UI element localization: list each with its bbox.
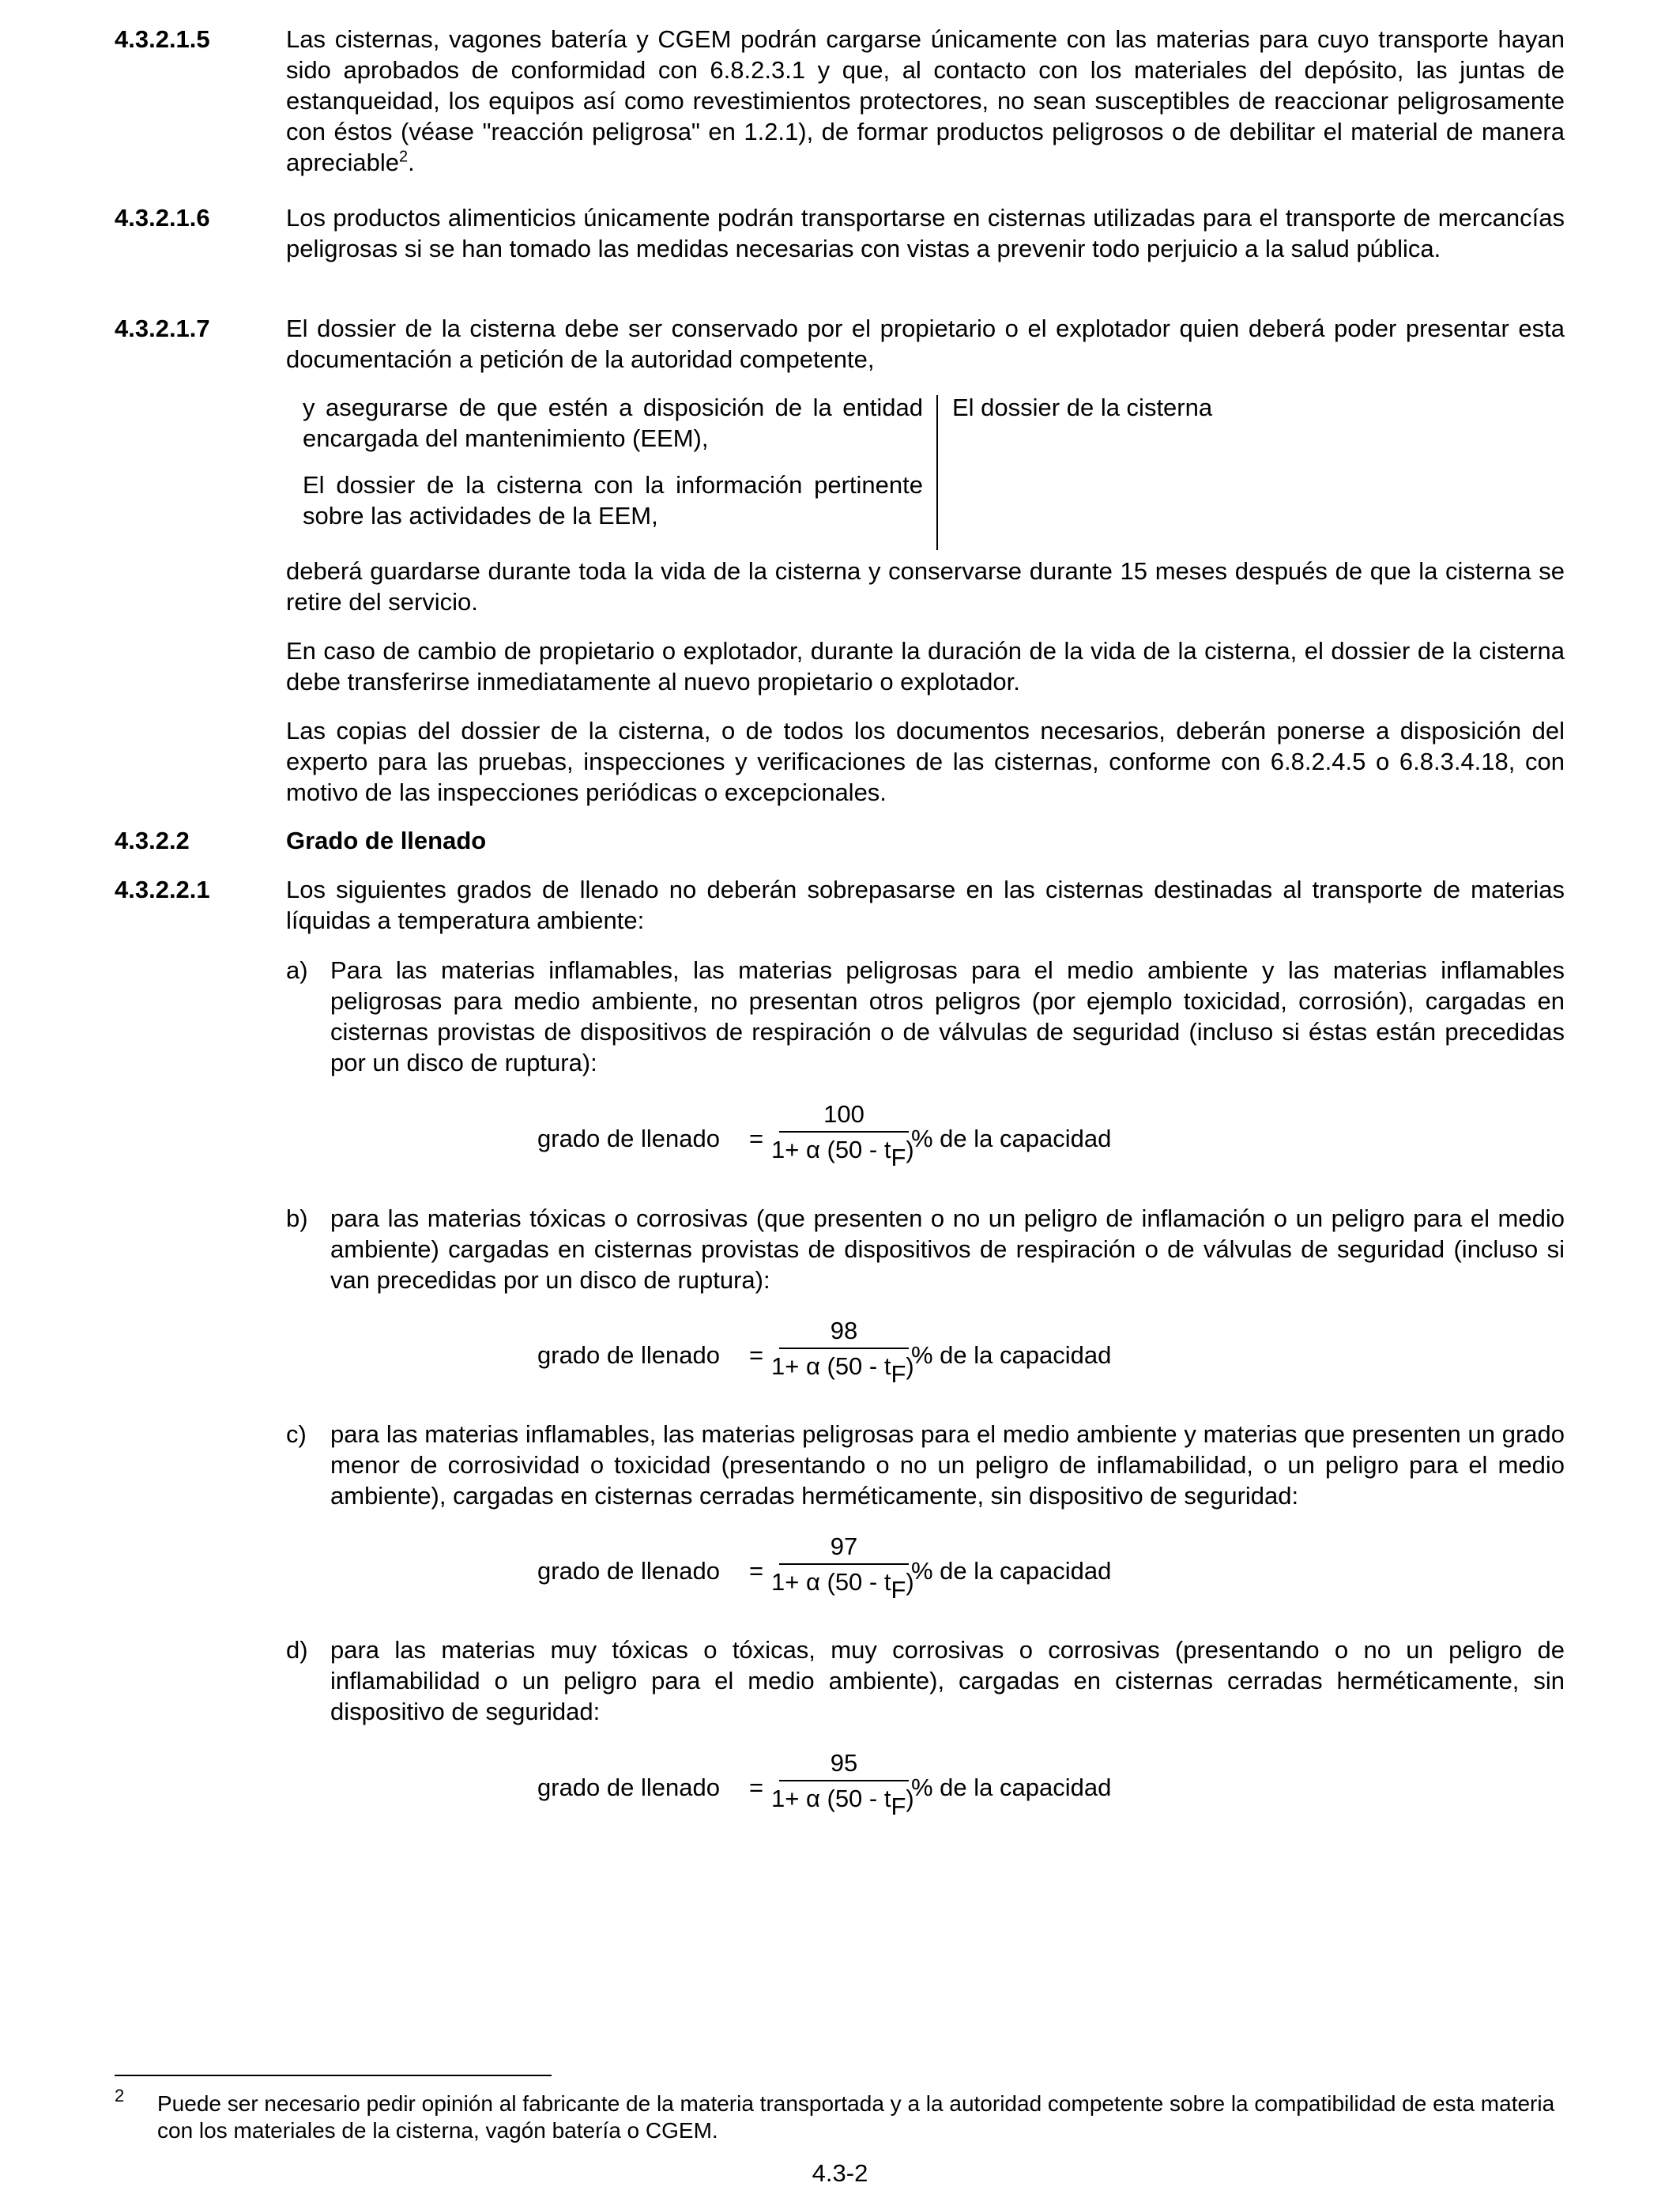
- section-4-3-2-1-7: [115, 313, 1565, 375]
- formula-equals: =: [749, 1774, 764, 1801]
- denominator-sub: F: [891, 1144, 906, 1171]
- fraction-line: [779, 1780, 909, 1781]
- section-number: 4.3.2.1.6: [115, 204, 210, 232]
- section-4-3-2-1-7-para-1: [115, 556, 1565, 617]
- denominator-sub: F: [891, 1576, 906, 1604]
- formula-b: [537, 1315, 1170, 1402]
- bracket-left: [303, 392, 923, 547]
- dossier-bracket: [300, 392, 1565, 554]
- formula-equals: =: [749, 1341, 764, 1369]
- denominator-main: 1+ α (50 - t: [771, 1568, 891, 1596]
- denominator-sub: F: [891, 1793, 906, 1820]
- fraction-line: [779, 1348, 909, 1349]
- formula-denominator: [771, 1566, 914, 1604]
- formula-denominator: [771, 1134, 914, 1171]
- list-label: a): [286, 956, 308, 984]
- formula-numerator: 100: [823, 1100, 864, 1128]
- formula-lhs: grado de llenado: [537, 1557, 720, 1585]
- denominator-close: ): [906, 1785, 914, 1812]
- formula-rhs: % de la capacidad: [911, 1557, 1112, 1585]
- section-number: 4.3.2.1.7: [115, 315, 210, 342]
- footnote-separator: [115, 2075, 552, 2076]
- denominator-main: 1+ α (50 - t: [771, 1352, 891, 1380]
- formula-d: [537, 1747, 1170, 1834]
- denominator-close: ): [906, 1352, 914, 1380]
- formula-c: [537, 1531, 1170, 1618]
- bracket-right: El dossier de la cisterna: [952, 394, 1213, 421]
- footnote-number: 2: [115, 2086, 125, 2105]
- list-text: para las materias muy tóxicas o tóxicas, muy corrosivas o corrosivas (presentando o no un peligro de inflamabilidad o un peligro para el medio ambiente), cargadas en cisternas cerradas herméticamente, sin dispositivo de seguridad:: [330, 1636, 1565, 1725]
- section-number: 4.3.2.2: [115, 827, 190, 854]
- formula-denominator: [771, 1351, 914, 1388]
- formula-lhs: grado de llenado: [537, 1125, 720, 1152]
- paragraph: deberá guardarse durante toda la vida de la cisterna y conservarse durante 15 meses después de que la cisterna se retire del servicio.: [286, 557, 1565, 616]
- section-text: [286, 24, 1565, 178]
- formula-numerator: 97: [830, 1532, 858, 1560]
- fraction-line: [779, 1131, 909, 1133]
- denominator-main: 1+ α (50 - t: [771, 1785, 891, 1812]
- footnote: [115, 2086, 1565, 2144]
- paragraph: Las copias del dossier de la cisterna, o de todos los documentos necesarios, deberán ponerse a disposición del experto para las pruebas, inspecciones y verificaciones de las cisternas, conforme con 6.8.2.4.5 o 6.8.3.4.18, con motivo de las inspecciones periódicas o excepcionales.: [286, 717, 1565, 806]
- formula-lhs: grado de llenado: [537, 1341, 720, 1369]
- list-label: b): [286, 1204, 308, 1232]
- formula-equals: =: [749, 1125, 764, 1152]
- denominator-close: ): [906, 1568, 914, 1596]
- section-4-3-2-1-7-para-2: [115, 635, 1565, 697]
- section-4-3-2-2: [115, 825, 1565, 856]
- list-item-c: [286, 1419, 1565, 1511]
- section-text-end: .: [408, 149, 415, 176]
- denominator-sub: F: [891, 1360, 906, 1388]
- footnote-text: Puede ser necesario pedir opinión al fabricante de la materia transportada y a la autoridad competente sobre la compatibilidad de esta materia con los materiales de la cisterna, vagón batería o CGEM.: [157, 2091, 1555, 2143]
- formula-numerator: 95: [830, 1749, 858, 1777]
- section-text: Los productos alimenticios únicamente podrán transportarse en cisternas utilizadas para el transporte de mercancías peligrosas si se han tomado las medidas necesarias con vistas a prevenir todo perjuicio a la salud pública.: [286, 204, 1565, 262]
- section-4-3-2-1-7-para-3: [115, 715, 1565, 808]
- formula-equals: =: [749, 1557, 764, 1585]
- section-4-3-2-1-5: [115, 24, 1565, 178]
- formula-rhs: % de la capacidad: [911, 1341, 1112, 1369]
- formula-a: [537, 1099, 1170, 1186]
- section-intro: Los siguientes grados de llenado no deberán sobrepasarse en las cisternas destinadas al transporte de materias líquidas a temperatura ambiente:: [286, 876, 1565, 934]
- bracket-left-item: El dossier de la cisterna con la información pertinente sobre las actividades de la EEM,: [303, 471, 923, 530]
- formula-lhs: grado de llenado: [537, 1774, 720, 1801]
- section-4-3-2-2-1: [115, 874, 1565, 936]
- list-label: c): [286, 1420, 307, 1448]
- list-text: para las materias tóxicas o corrosivas (que presenten o no un peligro de inflamación o un peligro para el medio ambiente) cargadas en cisternas provistas de dispositivos de respiración o de válvulas de seguridad (incluso si van precedidas por un disco de ruptura):: [330, 1204, 1565, 1294]
- list-text: para las materias inflamables, las materias peligrosas para el medio ambiente y materias que presenten un grado menor de corrosividad o toxicidad (presentando o no un peligro de inflamabilidad, o un peligro para el medio ambiente), cargadas en cisternas cerradas herméticamente, sin dispositivo de seguridad:: [330, 1420, 1565, 1510]
- bracket-line: [936, 395, 938, 550]
- formula-rhs: % de la capacidad: [911, 1774, 1112, 1801]
- page-number: 4.3-2: [812, 2159, 868, 2187]
- section-number: 4.3.2.1.5: [115, 25, 210, 53]
- bracket-left-item: y asegurarse de que estén a disposición de la entidad encargada del mantenimiento (EEM),: [303, 394, 923, 452]
- denominator-close: ): [906, 1136, 914, 1163]
- section-intro: El dossier de la cisterna debe ser conservado por el propietario o el explotador quien deberá poder presentar esta documentación a petición de la autoridad competente,: [286, 315, 1565, 373]
- section-text-main: Las cisternas, vagones batería y CGEM podrán cargarse únicamente con las materias para cuyo transporte hayan sido aprobados de conformidad con 6.8.2.3.1 y que, al contacto con los materiales del depósito, las juntas de estanqueidad, los equipos así como revestimientos protectores, no sean susceptibles de reaccionar peligrosamente con éstos (véase "reacción peligrosa" en 1.2.1), de formar productos peligrosos o de debilitar el material de manera apreciable: [286, 25, 1565, 176]
- list-item-d: [286, 1634, 1565, 1727]
- section-4-3-2-1-6: [115, 202, 1565, 264]
- fraction-line: [779, 1563, 909, 1565]
- formula-rhs: % de la capacidad: [911, 1125, 1112, 1152]
- section-number: 4.3.2.2.1: [115, 876, 210, 903]
- list-text: Para las materias inflamables, las materias peligrosas para el medio ambiente y las materias inflamables peligrosas para medio ambiente, no presentan otros peligros (por ejemplo toxicidad, corrosión), cargadas en cisternas provistas de dispositivos de respiración o de válvulas de seguridad (incluso si éstas están precedidas por un disco de ruptura):: [330, 956, 1565, 1076]
- list-item-b: [286, 1203, 1565, 1295]
- list-label: d): [286, 1636, 308, 1664]
- paragraph: En caso de cambio de propietario o explotador, durante la duración de la vida de la cisterna, el dossier de la cisterna debe transferirse inmediatamente al nuevo propietario o explotador.: [286, 637, 1565, 696]
- footnote-ref[interactable]: 2: [399, 148, 409, 166]
- list-item-a: [286, 955, 1565, 1078]
- formula-denominator: [771, 1783, 914, 1820]
- formula-numerator: 98: [830, 1317, 858, 1344]
- section-heading: Grado de llenado: [286, 827, 487, 854]
- denominator-main: 1+ α (50 - t: [771, 1136, 891, 1163]
